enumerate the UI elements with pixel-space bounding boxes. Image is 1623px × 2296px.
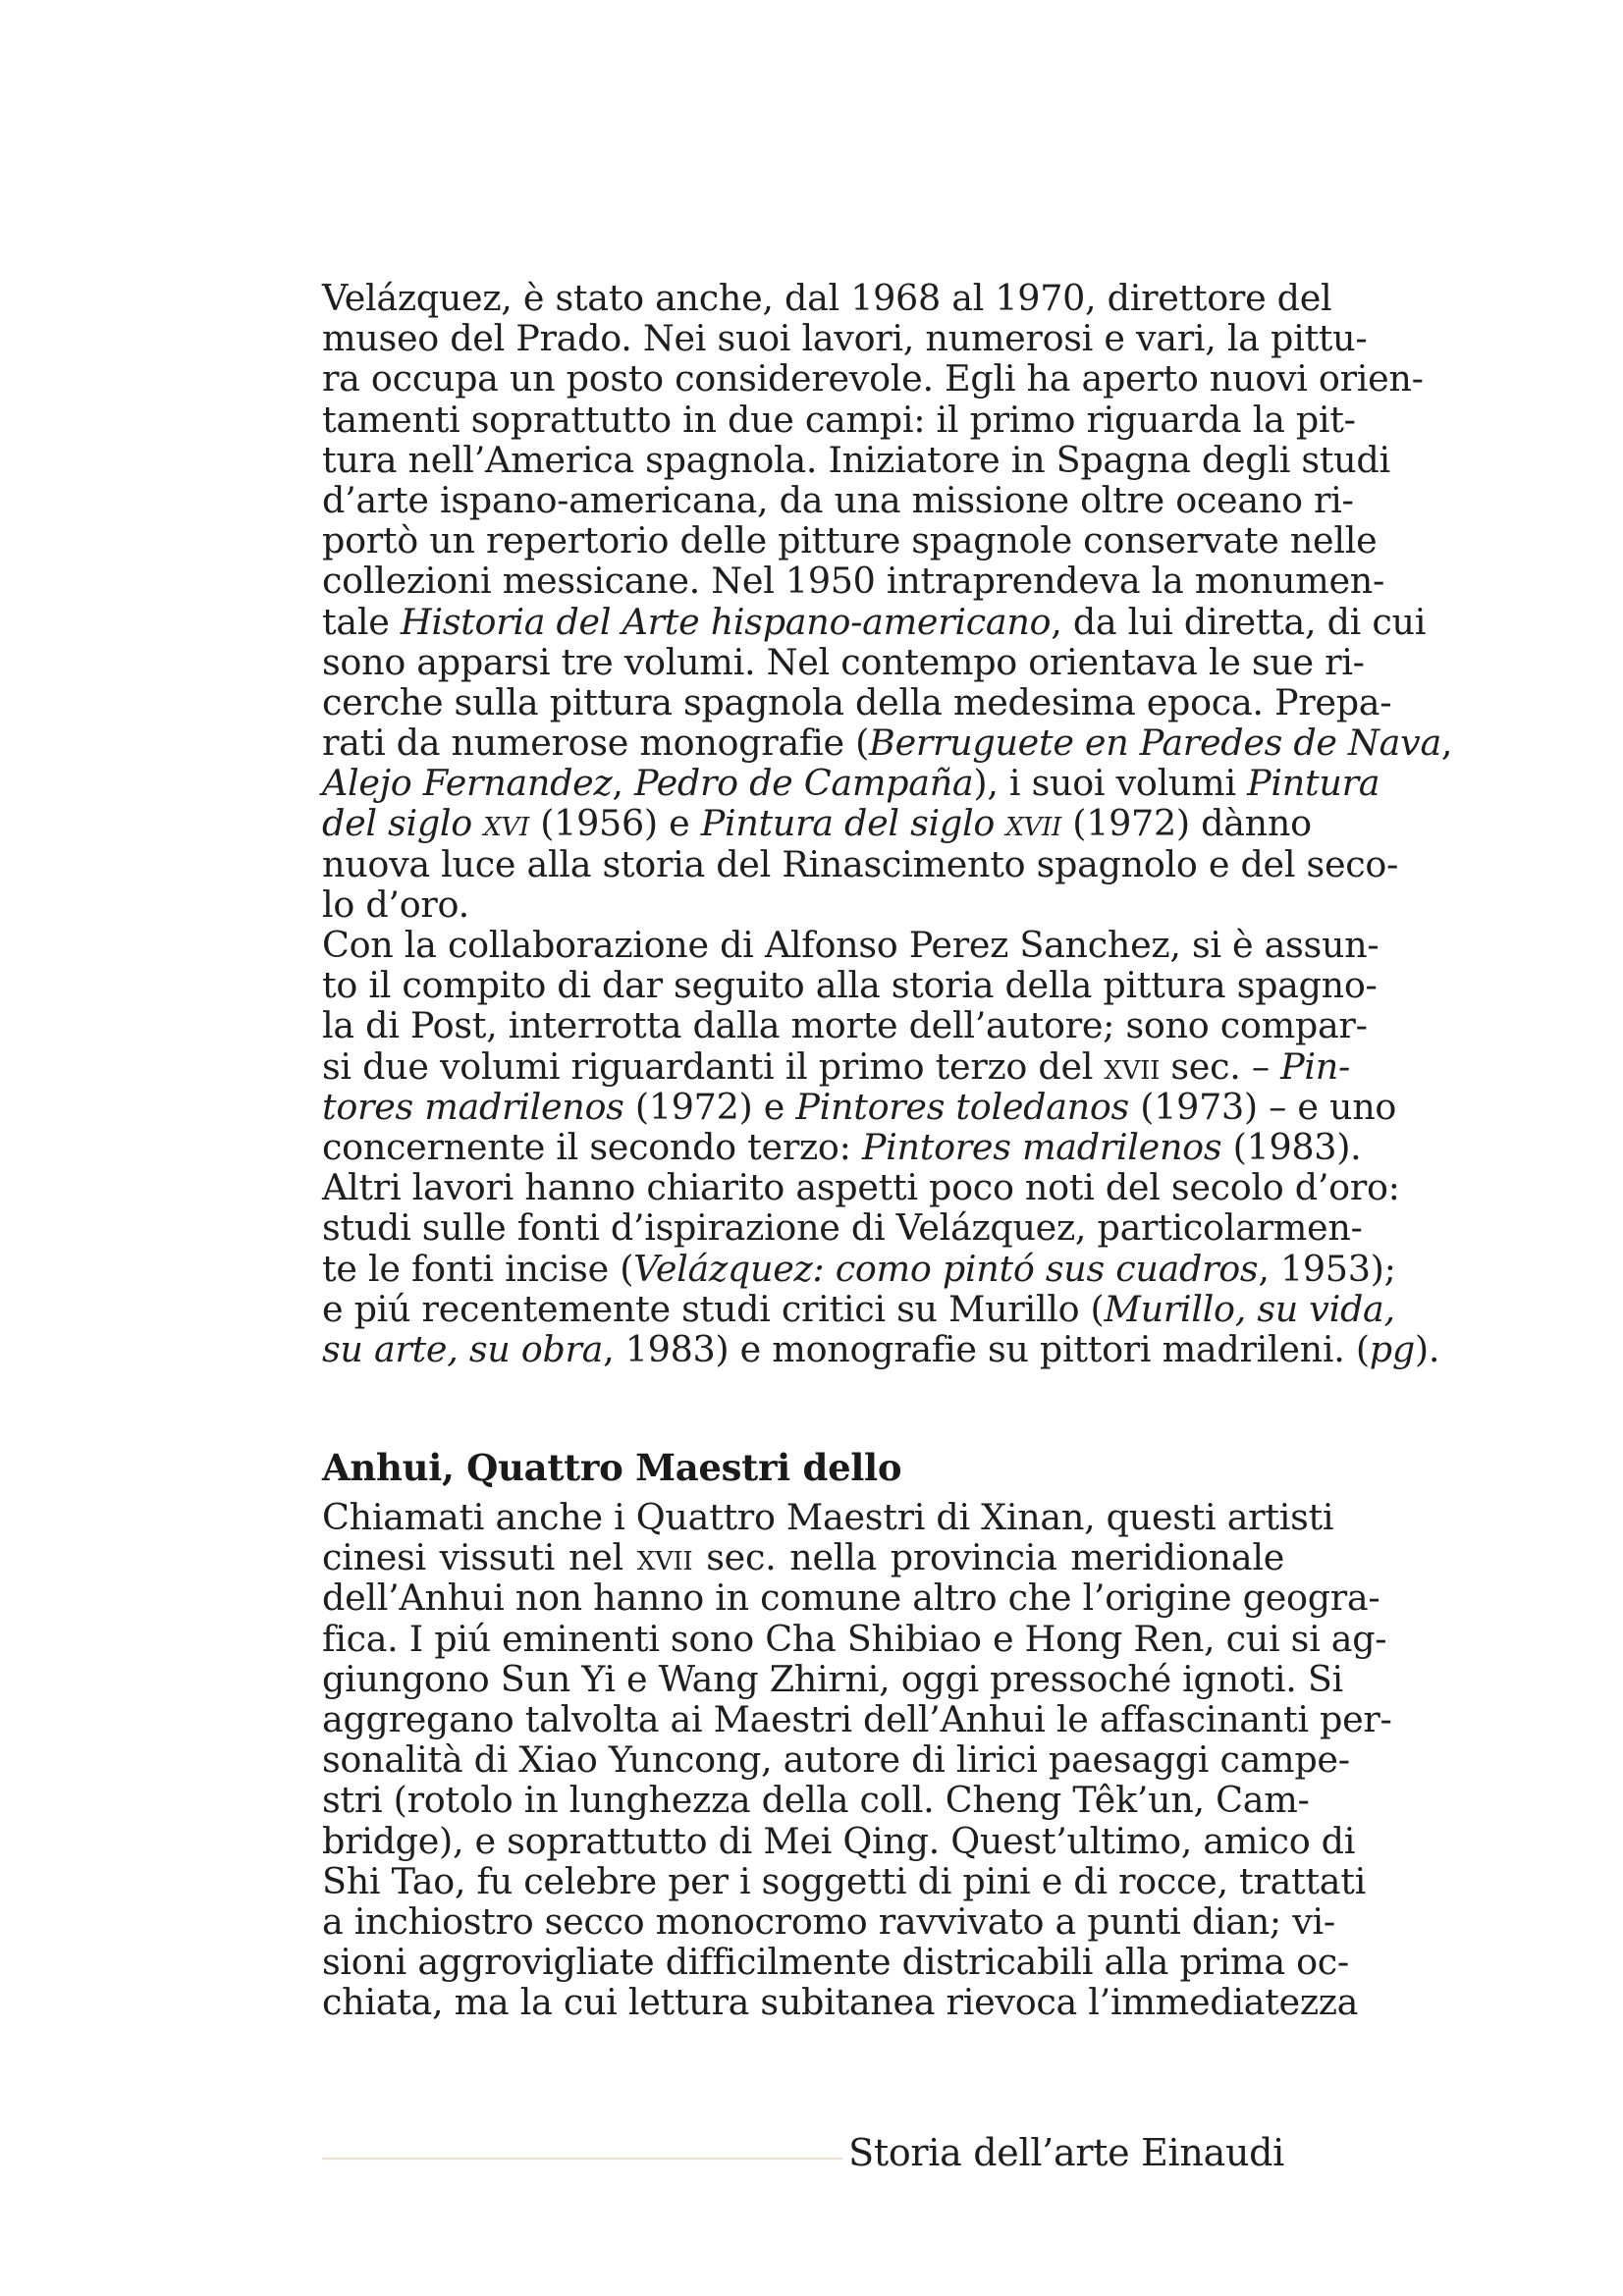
text-run: , 1983) e monografie su pittori madrileni. ( <box>603 1327 1370 1370</box>
text-run: cinesi vissuti nel <box>322 1536 637 1579</box>
text-run: sono apparsi tre volumi. Nel contempo orientava le sue ri- <box>322 640 1365 683</box>
text-line <box>322 802 1312 845</box>
text-line <box>322 600 1427 643</box>
text-run: tamenti soprattutto in due campi: il primo riguarda la pit- <box>322 398 1356 441</box>
text-run: studi sulle fonti d’ispirazione di Velázquez, particolarmen- <box>322 1206 1363 1250</box>
text-run: sec. – <box>1160 1044 1281 1088</box>
text-run: Velázquez: como pintó sus cuadros <box>633 1247 1259 1290</box>
text-run: , da lui diretta, di cui <box>1051 600 1427 643</box>
text-run: tura nell’America spagnola. Iniziatore in Spagna degli studi <box>322 438 1390 481</box>
text-run: Shi Tao, fu celebre per i soggetti di pini e di rocce, trattati <box>322 1859 1366 1902</box>
text-line <box>322 1899 1335 1943</box>
text-run: Pintura del siglo <box>700 802 1006 845</box>
text-run: sioni aggrovigliate difficilmente districabili alla prima oc- <box>322 1941 1349 1984</box>
text-run: sec. nella provincia meridionale <box>692 1536 1284 1579</box>
text-run: Pedro de Campaña <box>634 762 974 805</box>
text-line <box>322 1044 1350 1088</box>
text-run: concernente il secondo terzo: <box>322 1125 862 1168</box>
text-run: Chiamati anche i Quattro Maestri di Xinan, questi artisti <box>322 1496 1334 1538</box>
text-run: to il compito di dar seguito alla storia della pittura spagno- <box>322 964 1378 1007</box>
text-run: d’arte ispano-americana, da una missione oltre oceano ri- <box>322 478 1354 521</box>
text-run: dell’Anhui non hanno in comune altro che l’origine geogra- <box>322 1576 1380 1620</box>
text-run: (1956) e <box>528 802 701 845</box>
text-run: Berruguete en Paredes de Nava <box>869 721 1441 765</box>
text-run: giungono Sun Yi e Wang Zhirni, oggi pressoché ignoti. Si <box>322 1657 1343 1700</box>
text-run: cerche sulla pittura spagnola della medesima epoca. Prepa- <box>322 680 1392 723</box>
text-run: ra occupa un posto considerevole. Egli ha aperto nuovi orien- <box>322 357 1424 400</box>
text-run: a inchiostro secco monocromo ravvivato a punti dian; vi- <box>322 1899 1335 1943</box>
text-run: stri (rotolo in lunghezza della coll. Cheng Têk’un, Cam- <box>322 1779 1310 1822</box>
text-run: Altri lavori hanno chiarito aspetti poco noti del secolo d’oro: <box>322 1166 1400 1209</box>
text-run: xvi <box>483 802 529 845</box>
footer-rule <box>322 2158 842 2160</box>
text-line <box>322 1125 1362 1168</box>
text-run: Pintura <box>1247 762 1380 805</box>
text-line <box>322 1941 1349 1984</box>
text-line <box>322 1327 1440 1370</box>
text-run: rati da numerose monografie ( <box>322 721 870 765</box>
text-run: su arte, su obra <box>322 1327 604 1370</box>
text-line <box>322 1004 1368 1047</box>
text-line <box>322 398 1356 441</box>
text-run: xvii <box>1104 1044 1161 1088</box>
text-run: Pintores madrilenos <box>861 1125 1222 1168</box>
text-line <box>322 519 1378 562</box>
text-line <box>322 357 1424 400</box>
text-run: te le fonti incise ( <box>322 1247 634 1290</box>
text-line <box>322 1206 1363 1250</box>
text-line <box>322 1697 1392 1740</box>
text-line <box>322 1496 1334 1538</box>
text-run: Alejo Fernandez <box>322 762 613 805</box>
footer-publisher: Storia dell’arte Einaudi <box>848 2131 1284 2174</box>
text-run: fica. I piú eminenti sono Cha Shibiao e Hong Ren, cui si ag- <box>322 1617 1387 1660</box>
text-run: , <box>612 762 634 805</box>
text-line <box>322 277 1332 319</box>
text-line <box>322 478 1354 521</box>
text-line <box>322 924 1380 966</box>
text-run: , 1953); <box>1258 1247 1396 1290</box>
text-line <box>322 1981 1359 2024</box>
text-run: xvii <box>636 1536 693 1579</box>
text-run: pg <box>1369 1327 1415 1370</box>
text-run: lo d’oro. <box>322 882 469 926</box>
text-line <box>322 1166 1400 1209</box>
text-run: e piú recentemente studi critici su Murillo ( <box>322 1287 1105 1330</box>
text-line <box>322 1085 1397 1128</box>
text-line <box>322 1617 1387 1660</box>
text-line <box>322 884 1284 925</box>
text-run: tale <box>322 600 401 643</box>
text-run: (1973) – e uno <box>1128 1085 1397 1128</box>
text-run: del siglo <box>322 802 484 845</box>
text-run: (1972) e <box>623 1085 796 1128</box>
text-run: collezioni messicane. Nel 1950 intraprendeva la monumen- <box>322 560 1385 603</box>
text-run: ), i suoi volumi <box>973 762 1248 805</box>
text-line <box>322 1537 1284 1577</box>
entry-continued-text <box>322 277 1453 1370</box>
text-line <box>322 680 1392 723</box>
text-run: bridge), e soprattutto di Mei Qing. Quest’ultimo, amico di <box>322 1819 1356 1862</box>
text-line <box>322 1657 1343 1700</box>
text-run: si due volumi riguardanti il primo terzo del <box>322 1044 1105 1088</box>
text-line <box>322 1287 1395 1330</box>
text-run: nuova luce alla storia del Rinascimento spagnolo e del seco- <box>322 842 1399 885</box>
text-line <box>322 762 1380 805</box>
text-line <box>322 1859 1366 1902</box>
text-line <box>322 1738 1350 1782</box>
text-run: Pin- <box>1280 1044 1350 1088</box>
text-run: xvii <box>1005 802 1061 845</box>
text-line <box>322 1576 1380 1620</box>
text-run: aggregano talvolta ai Maestri dell’Anhui le affascinanti per- <box>322 1697 1392 1740</box>
text-run: Historia del Arte hispano-americano <box>400 600 1052 643</box>
text-run: Pintores toledanos <box>795 1085 1129 1128</box>
text-run: Con la collaborazione di Alfonso Perez Sanchez, si è assun- <box>322 924 1380 966</box>
text-line <box>322 560 1385 603</box>
text-line <box>322 842 1399 885</box>
text-run: museo del Prado. Nei suoi lavori, numerosi e vari, la pittu- <box>322 317 1368 360</box>
text-run: portò un repertorio delle pitture spagnole conservate nelle <box>322 519 1378 562</box>
text-run: Velázquez, è stato anche, dal 1968 al 1970, direttore del <box>322 277 1332 319</box>
entry-body-text <box>322 1496 1392 2024</box>
text-line <box>322 1779 1310 1822</box>
text-line <box>322 1819 1356 1862</box>
entry-heading: Anhui, Quattro Maestri dello <box>322 1446 902 1489</box>
text-line <box>322 964 1378 1007</box>
text-run: tores madrilenos <box>322 1085 624 1128</box>
text-line <box>322 640 1365 683</box>
text-line <box>322 721 1453 765</box>
text-run: , <box>1440 721 1453 765</box>
text-run: Murillo, su vida, <box>1104 1287 1395 1330</box>
text-line <box>322 1247 1396 1290</box>
text-line <box>322 438 1390 481</box>
text-run: chiata, ma la cui lettura subitanea rievoca l’immediatezza <box>322 1981 1359 2024</box>
text-line <box>322 317 1368 360</box>
text-run: sonalità di Xiao Yuncong, autore di lirici paesaggi campe- <box>322 1738 1350 1782</box>
text-run: (1983). <box>1221 1125 1362 1168</box>
text-run: la di Post, interrotta dalla morte dell’autore; sono compar- <box>322 1004 1368 1047</box>
text-run: ). <box>1414 1327 1440 1370</box>
text-run: (1972) dànno <box>1060 802 1312 845</box>
